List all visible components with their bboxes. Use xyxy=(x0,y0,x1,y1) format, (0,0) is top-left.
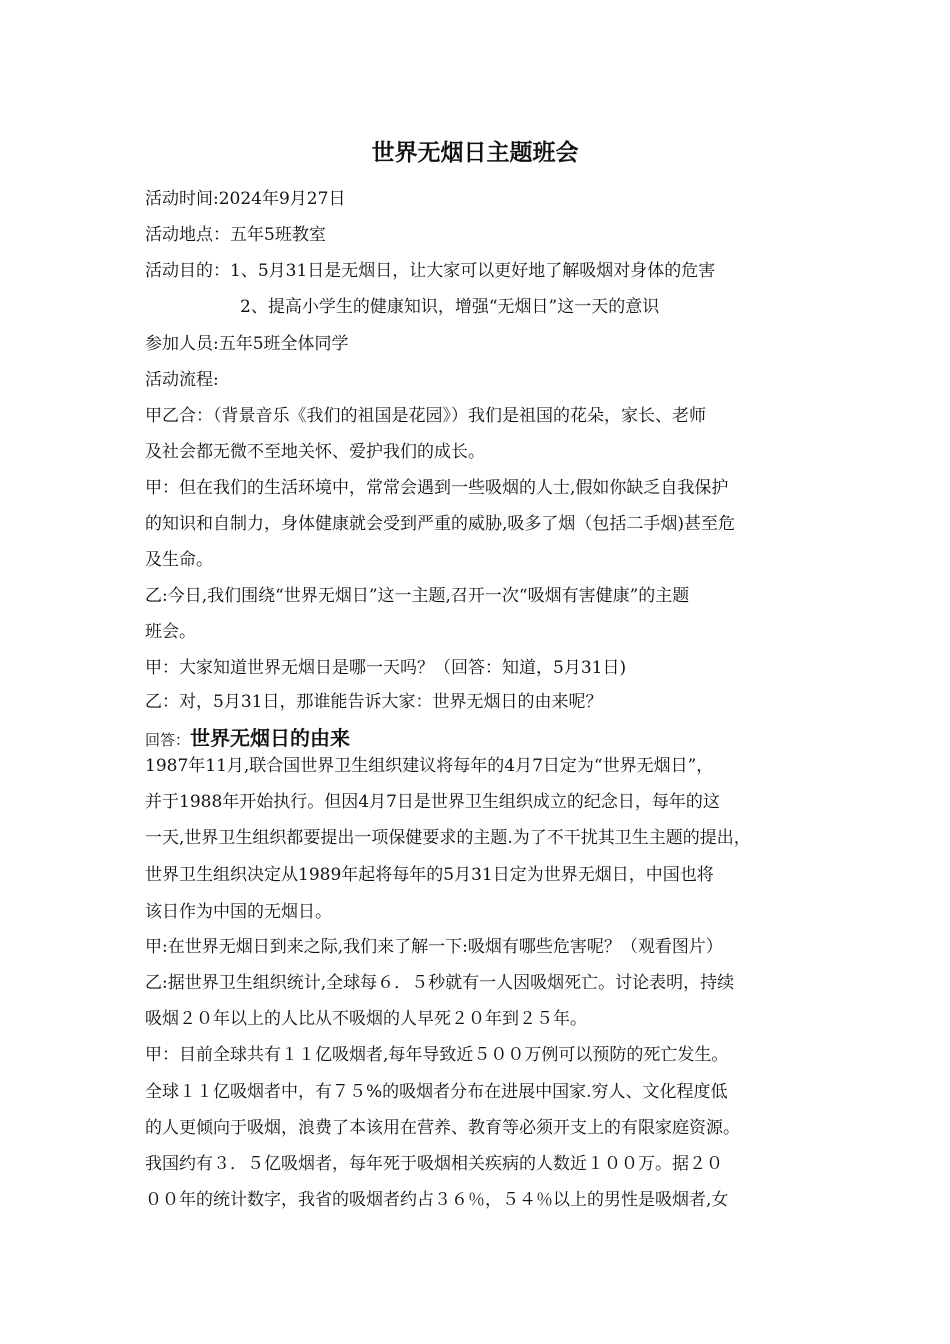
paragraph-line: 并于1988年开始执行。但因4月7日是世界卫生组织成立的纪念日，每年的这 xyxy=(145,792,720,812)
paragraph-line: 班会。 xyxy=(145,622,196,642)
paragraph-line: 吸烟２０年以上的人比从不吸烟的人早死２０年到２５年。 xyxy=(145,1009,587,1029)
paragraph-line: 全球１１亿吸烟者中，有７５%的吸烟者分布在进展中国家.穷人、文化程度低 xyxy=(145,1082,728,1102)
activity-purpose-2: 2、提高小学生的健康知识，增强“无烟日”这一天的意识 xyxy=(240,297,660,317)
paragraph-line: 甲:在世界无烟日到来之际,我们来了解一下:吸烟有哪些危害呢？（观看图片） xyxy=(145,937,723,957)
paragraph-line: 一天,世界卫生组织都要提出一项保健要求的主题.为了不干扰其卫生主题的提出， xyxy=(145,828,751,848)
paragraph-line: 我国约有３．５亿吸烟者，每年死于吸烟相关疾病的人数近１００万。据２０ xyxy=(145,1154,723,1174)
paragraph-line: 甲：大家知道世界无烟日是哪一天吗？（回答：知道，5月31日) xyxy=(145,658,627,678)
paragraph-line: 世界卫生组织决定从1989年起将每年的5月31日定为世界无烟日，中国也将 xyxy=(145,865,714,885)
document-title: 世界无烟日主题班会 xyxy=(371,140,579,166)
activity-location: 活动地点：五年5班教室 xyxy=(145,225,326,245)
paragraph-line: 甲乙合：（背景音乐《我们的祖国是花园》）我们是祖国的花朵，家长、老师 xyxy=(145,406,706,426)
origin-heading: 世界无烟日的由来 xyxy=(190,726,351,750)
paragraph-line: 该日作为中国的无烟日。 xyxy=(145,902,332,922)
paragraph-line: 的知识和自制力，身体健康就会受到严重的威胁,吸多了烟（包括二手烟)甚至危 xyxy=(145,514,736,534)
activity-purpose-1: 活动目的：1、5月31日是无烟日，让大家可以更好地了解吸烟对身体的危害 xyxy=(145,261,716,281)
origin-heading-row xyxy=(145,727,350,751)
paragraph-line: 乙：对，5月31日，那谁能告诉大家：世界无烟日的由来呢？ xyxy=(145,692,603,712)
paragraph-line: 甲：目前全球共有１１亿吸烟者,每年导致近５００万例可以预防的死亡发生。 xyxy=(145,1045,729,1065)
answer-label: 回答： xyxy=(145,731,191,749)
paragraph-line: 及社会都无微不至地关怀、爱护我们的成长。 xyxy=(145,442,485,462)
paragraph-line: 1987年11月,联合国世界卫生组织建议将每年的4月7日定为“世界无烟日”， xyxy=(145,756,714,776)
paragraph-line: 甲：但在我们的生活环境中，常常会遇到一些吸烟的人士,假如你缺乏自我保护 xyxy=(145,478,729,498)
paragraph-line: 的人更倾向于吸烟，浪费了本该用在营养、教育等必须开支上的有限家庭资源。 xyxy=(145,1118,740,1138)
paragraph-line: 乙:今日,我们围绕“世界无烟日”这一主题,召开一次“吸烟有害健康”的主题 xyxy=(145,586,690,606)
activity-process-label: 活动流程: xyxy=(145,370,219,390)
paragraph-line: 及生命。 xyxy=(145,550,213,570)
paragraph-line: 乙:据世界卫生组织统计,全球每６．５秒就有一人因吸烟死亡。讨论表明，持续 xyxy=(145,973,735,993)
paragraph-line: ００年的统计数字，我省的吸烟者约占３６％，５４％以上的男性是吸烟者,女 xyxy=(145,1190,729,1210)
participants: 参加人员:五年5班全体同学 xyxy=(145,334,349,354)
activity-time: 活动时间:2024年9月27日 xyxy=(145,189,346,209)
